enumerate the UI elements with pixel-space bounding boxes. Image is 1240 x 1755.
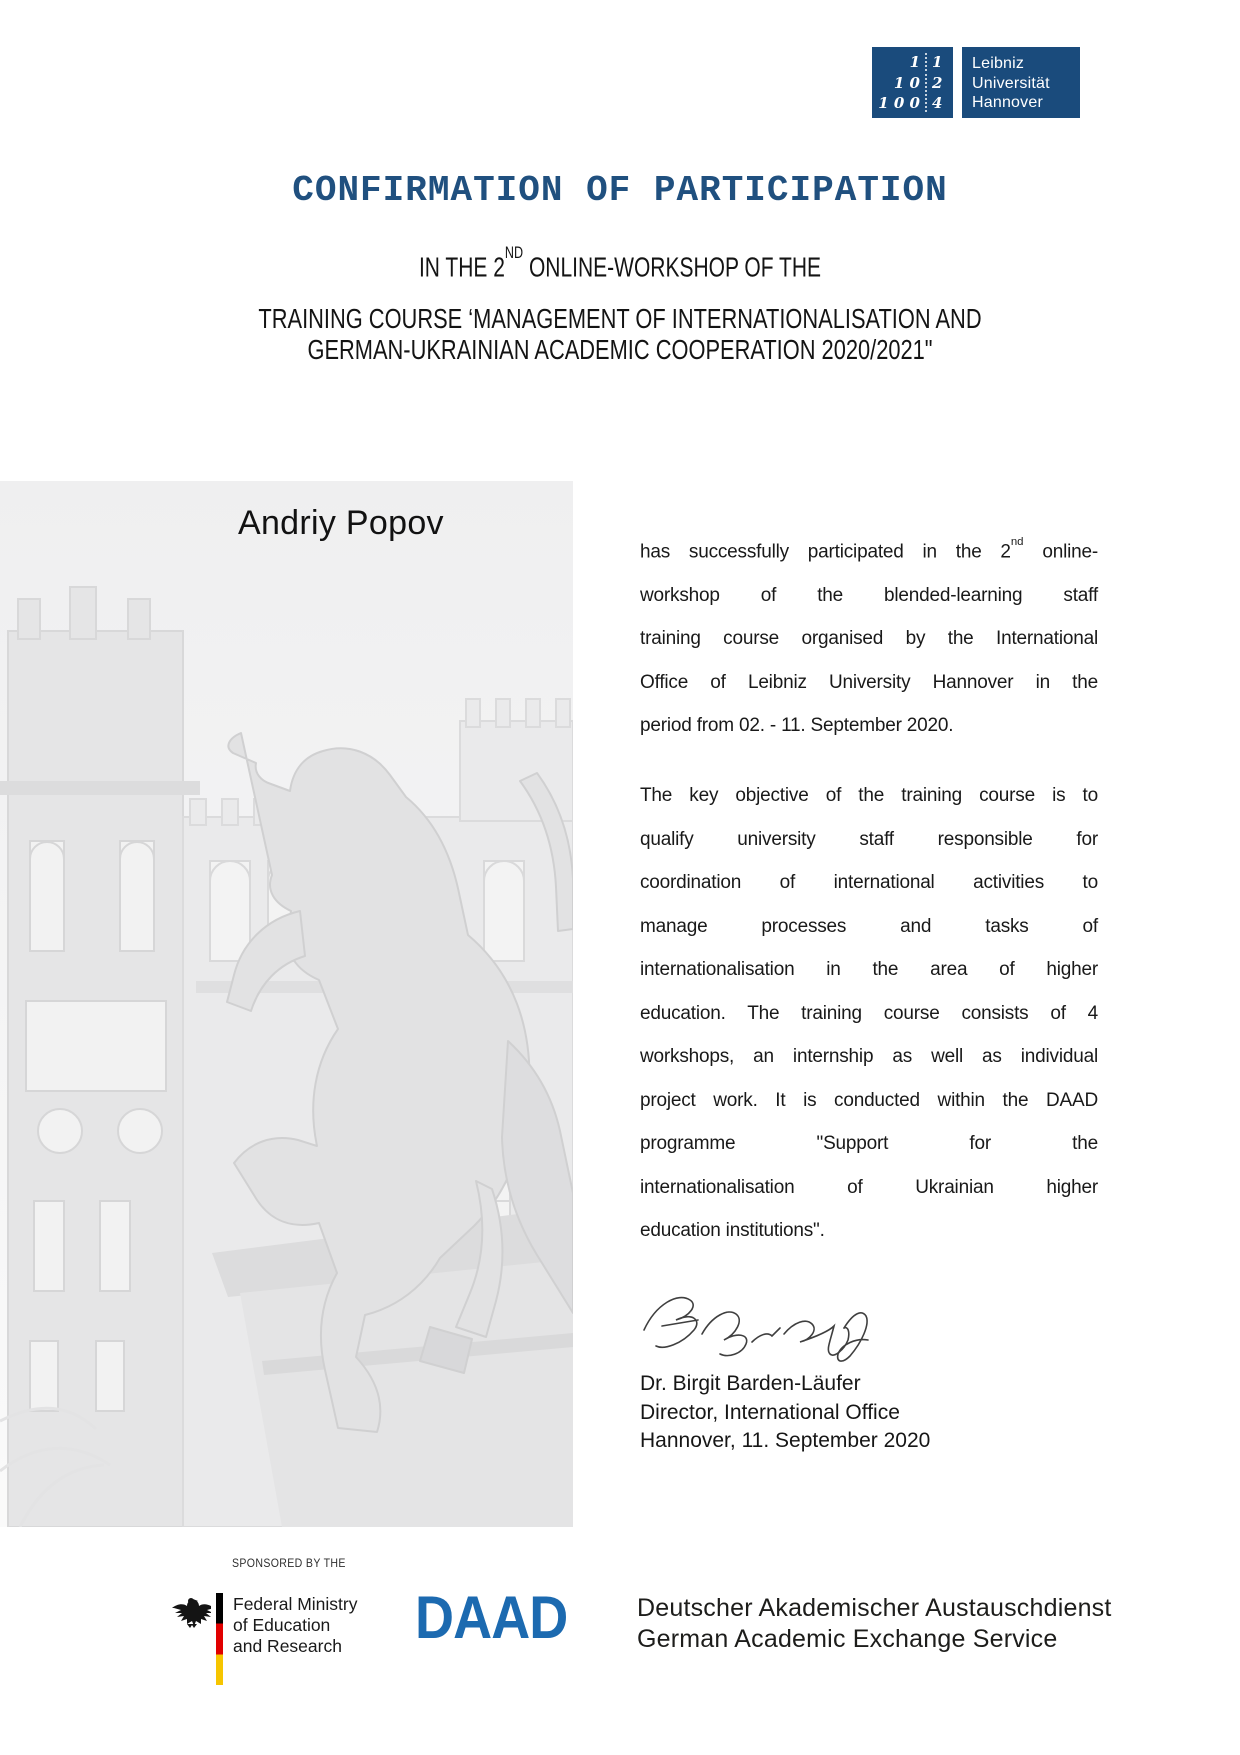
university-name	[972, 54, 1050, 113]
decimal-value: 4	[925, 94, 948, 112]
university-name-line: Hannover	[972, 94, 1043, 111]
decimal-value: 2	[925, 74, 948, 92]
signature-block	[640, 1370, 930, 1456]
logo-binary-row	[878, 94, 948, 112]
ministry-name-line: of Education	[233, 1615, 331, 1635]
binary-value: 1	[909, 53, 920, 71]
binary-value: 1 0 0	[878, 94, 920, 112]
sponsored-by-label: SPONSORED BY THE	[232, 1556, 346, 1570]
decimal-value: 1	[925, 53, 948, 71]
signer-name: Dr. Birgit Barden-Läufer	[640, 1372, 861, 1395]
text-line: coordination of international activities to	[640, 872, 1098, 893]
daad-full-name	[637, 1593, 1112, 1654]
daad-name-german: Deutscher Akademischer Austauschdienst	[637, 1594, 1112, 1622]
text-line: GERMAN-UKRAINIAN ACADEMIC COOPERATION 2020/2021"	[307, 334, 933, 365]
text-line: project work. It is conducted within the DAAD	[640, 1089, 1098, 1111]
text-line: education. The training course consists of 4	[640, 1002, 1098, 1024]
federal-eagle-icon	[171, 1592, 211, 1632]
binary-value: 1 0	[893, 73, 920, 92]
text-line: internationalisation in the area of higher	[640, 959, 1098, 980]
certificate-title: CONFIRMATION OF PARTICIPATION	[292, 170, 948, 211]
text-line: has successfully participated in the 2nd online-	[640, 535, 1098, 563]
signer-place-date: Hannover, 11. September 2020	[640, 1429, 931, 1452]
text-line: training course organised by the International	[640, 628, 1098, 650]
text-line: workshops, an internship as well as individual	[640, 1046, 1098, 1067]
participant-name: Andriy Popov	[238, 504, 444, 542]
text-line: Office of Leibniz University Hannover in the	[640, 671, 1098, 693]
german-flag-stripe	[216, 1593, 223, 1685]
text-line: The key objective of the training course is to	[640, 785, 1098, 806]
certificate-subtitle: IN THE 2ND ONLINE-WORKSHOP OF THE	[418, 243, 822, 283]
text-line: education institutions".	[640, 1220, 825, 1241]
text-line: period from 02. - 11. September 2020.	[640, 715, 954, 737]
university-name-line: Universität	[972, 74, 1050, 92]
text-line: TRAINING COURSE ‘MANAGEMENT OF INTERNATIONALISATION AND	[258, 303, 982, 334]
text-line: workshop of the blended-learning staff	[640, 584, 1098, 606]
logo-name-box	[962, 47, 1080, 118]
horse-statue-watermark-image	[0, 481, 573, 1527]
university-name-line: Leibniz	[972, 55, 1025, 72]
body-paragraph-2	[640, 774, 1098, 1253]
logo-binary-row	[878, 53, 948, 71]
horse-statue-illustration	[0, 481, 573, 1527]
text-line: qualify university staff responsible for	[640, 828, 1098, 850]
ministry-name-line: and Research	[233, 1636, 342, 1656]
ministry-name	[233, 1594, 357, 1657]
course-title	[0, 303, 1240, 365]
logo-binary-digits	[878, 53, 948, 112]
signer-role: Director, International Office	[640, 1400, 900, 1424]
signature-image	[636, 1284, 876, 1368]
ministry-name-line: Federal Ministry	[233, 1594, 358, 1614]
daad-name-english: German Academic Exchange Service	[637, 1624, 1058, 1653]
text-line: manage processes and tasks of	[640, 915, 1098, 937]
logo-binary-row	[878, 74, 948, 92]
logo-binary-box	[872, 47, 953, 118]
body-paragraph-1	[640, 526, 1098, 748]
text-line: programme "Support for the	[640, 1133, 1098, 1154]
daad-wordmark: DAAD	[415, 1584, 568, 1651]
text-line: internationalisation of Ukrainian higher	[640, 1176, 1098, 1198]
